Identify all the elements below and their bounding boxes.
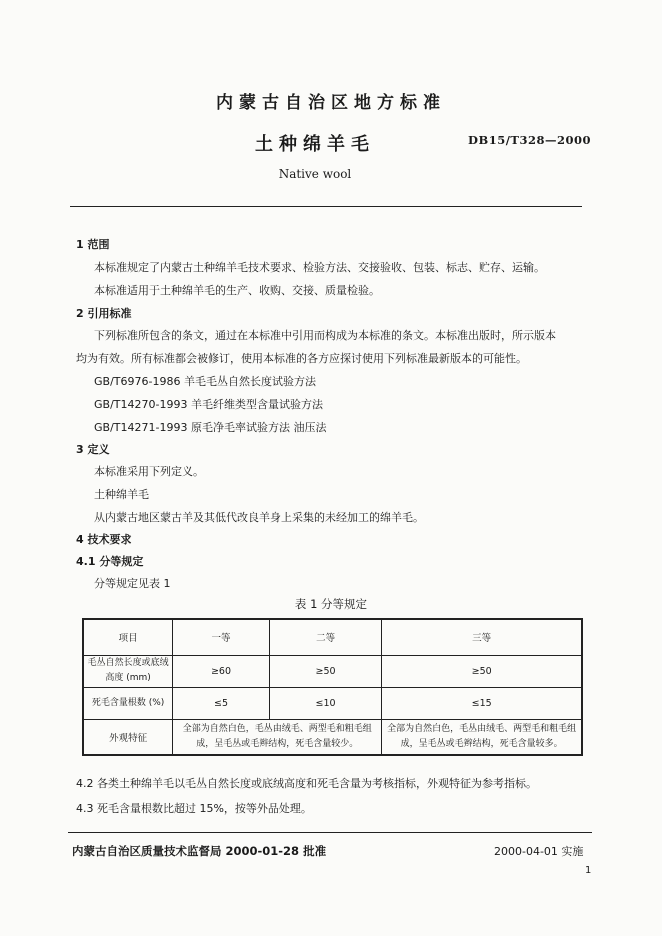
reference-standard-3: GB/T14271-1993 原毛净毛率试验方法 油压法: [94, 421, 327, 434]
effective-date: 2000-04-01 实施: [494, 845, 584, 858]
table-cell: ≤10: [269, 687, 382, 719]
section-1-paragraph-1: 本标准规定了内蒙古土种绵羊毛技术要求、检验方法、交接验收、包装、标志、贮存、运输。: [94, 261, 545, 274]
table-row: [83, 719, 582, 755]
table-header-cell: 三等: [382, 619, 582, 655]
table-cell: 毛丛自然长度或底绒高度 (mm): [83, 655, 173, 687]
table-caption: 表 1 分等规定: [294, 597, 368, 611]
standard-organization: 内蒙古自治区地方标准: [216, 93, 446, 113]
reference-standard-1: GB/T6976-1986 羊毛毛丛自然长度试验方法: [94, 375, 316, 388]
footer-divider: [68, 832, 592, 833]
section-2-paragraph-line-1: 下列标准所包含的条文，通过在本标准中引用而构成为本标准的条文。本标准出版时，所示版本: [94, 329, 556, 342]
table-cell: 外观特征: [83, 719, 173, 755]
section-4-1-heading: 4.1 分等规定: [76, 555, 144, 568]
table-row: [83, 687, 582, 719]
table-row: [83, 655, 582, 687]
english-title: Native wool: [278, 167, 352, 181]
section-3-definition: 从内蒙古地区蒙古羊及其低代改良羊身上采集的未经加工的绵羊毛。: [94, 511, 424, 524]
section-4-3-text: 4.3 死毛含量根数比超过 15%，按等外品处理。: [76, 802, 312, 815]
table-cell: 全部为自然白色，毛丛由绒毛、两型毛和粗毛组成，呈毛丛或毛辫结构，死毛含量较多。: [382, 719, 582, 755]
grading-table: [82, 618, 583, 756]
table-header-cell: 一等: [173, 619, 270, 655]
section-1-heading: 1 范围: [76, 238, 110, 251]
table-header-row: [83, 619, 582, 655]
standard-code: DB15/T328—2000: [468, 133, 591, 147]
table-cell: ≥60: [173, 655, 270, 687]
table-cell: ≤15: [382, 687, 582, 719]
section-2-heading: 2 引用标准: [76, 307, 132, 320]
table-cell: ≥50: [269, 655, 382, 687]
approval-info: 内蒙古自治区质量技术监督局 2000-01-28 批准: [72, 844, 327, 858]
section-3-paragraph: 本标准采用下列定义。: [94, 465, 204, 478]
section-1-paragraph-2: 本标准适用于土种绵羊毛的生产、收购、交接、质量检验。: [94, 284, 380, 297]
section-3-term: 土种绵羊毛: [94, 488, 149, 501]
table-cell: 全部为自然白色，毛丛由绒毛、两型毛和粗毛组成，呈毛丛或毛辫结构，死毛含量较少。: [173, 719, 382, 755]
section-3-heading: 3 定义: [76, 443, 110, 456]
page-number: 1: [585, 865, 592, 876]
table-header-cell: 二等: [269, 619, 382, 655]
table-cell: ≥50: [382, 655, 582, 687]
section-4-heading: 4 技术要求: [76, 533, 132, 546]
table-cell: 死毛含量根数 (%): [83, 687, 173, 719]
page-title: 土种绵羊毛: [255, 134, 375, 155]
section-2-paragraph-line-2: 均为有效。所有标准都会被修订，使用本标准的各方应探讨使用下列标准最新版本的可能性。: [76, 352, 527, 365]
table-cell: ≤5: [173, 687, 270, 719]
reference-standard-2: GB/T14270-1993 羊毛纤维类型含量试验方法: [94, 398, 323, 411]
table-header-cell: 项目: [83, 619, 173, 655]
section-4-2-text: 4.2 各类土种绵羊毛以毛丛自然长度或底绒高度和死毛含量为考核指标，外观特征为参考指标。: [76, 777, 537, 790]
section-4-1-text: 分等规定见表 1: [94, 577, 171, 590]
header-divider: [70, 206, 582, 207]
